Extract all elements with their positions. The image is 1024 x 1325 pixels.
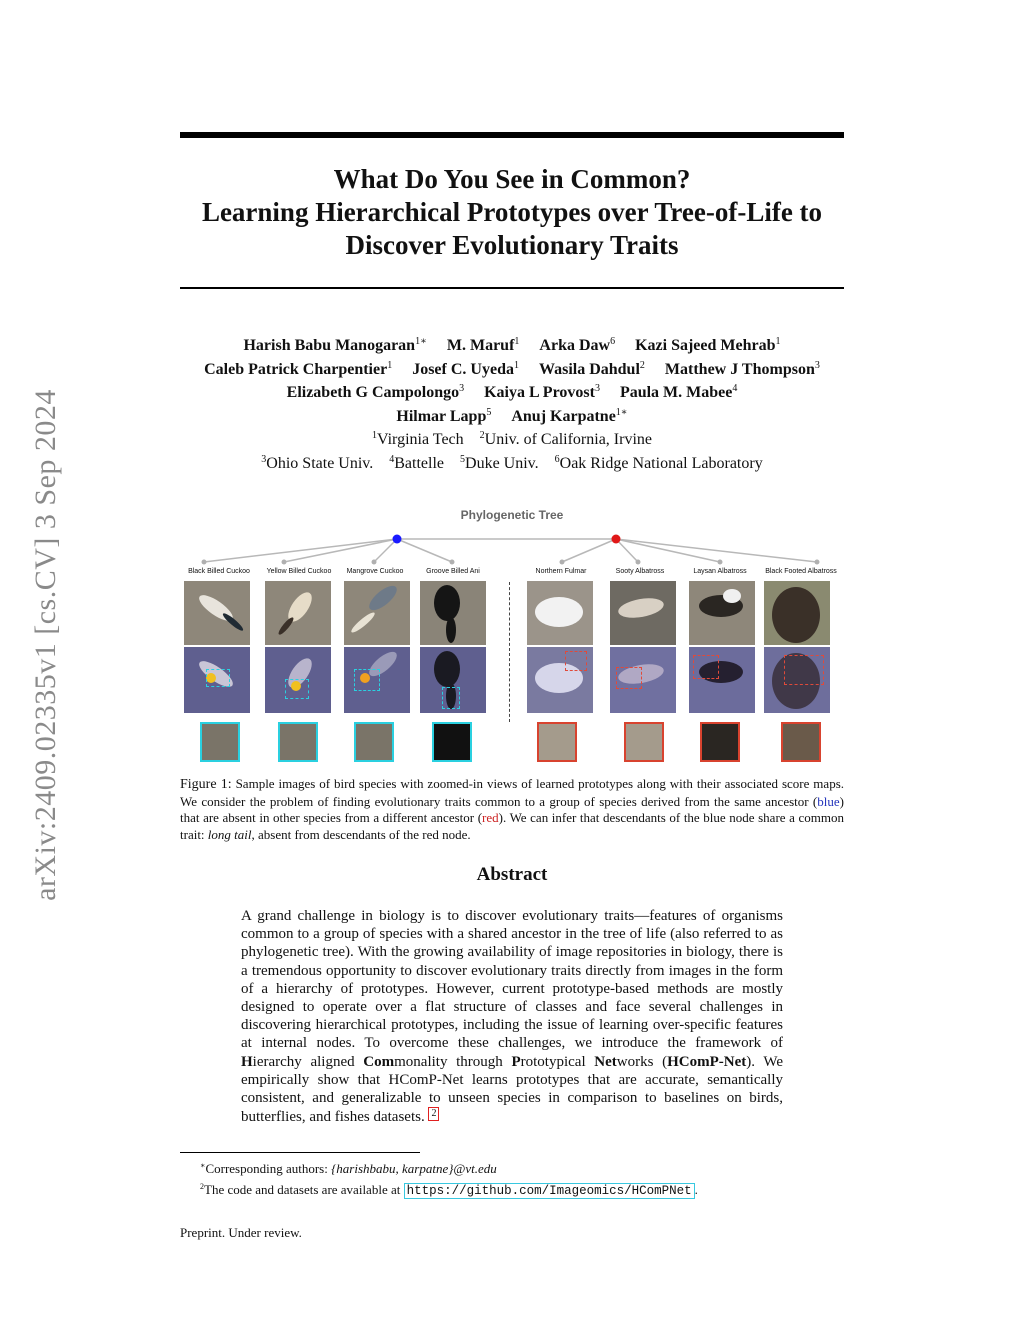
prototype-zoom xyxy=(278,722,318,762)
author: Josef C. Uyeda$^1$ xyxy=(412,359,519,378)
affiliation: $^3$Ohio State Univ. xyxy=(261,453,374,472)
footnote-2: $^2$The code and datasets are available at https://github.com/Imageomics/HComPNet . xyxy=(200,1182,698,1198)
author: Matthew J Thompson$^3$ xyxy=(664,359,820,378)
bird-photo xyxy=(344,581,410,645)
title-line: Discover Evolutionary Traits xyxy=(345,230,679,260)
species-label: Mangrove Cuckoo xyxy=(346,568,404,575)
footnotes xyxy=(200,1157,840,1200)
species-column xyxy=(420,581,486,713)
author: Paula M. Mabee$^4$ xyxy=(619,383,738,401)
bird-photo xyxy=(764,581,830,645)
affiliation: $^2$Univ. of California, Irvine xyxy=(479,430,652,448)
species-label: Northern Fulmar xyxy=(535,568,587,575)
leaf-node xyxy=(560,560,565,565)
author: Kaiya L Provost$^3$ xyxy=(484,383,600,401)
species-label: Black Footed Albatross xyxy=(765,568,837,575)
blue-ancestor-node xyxy=(393,535,402,544)
title-line: Learning Hierarchical Prototypes over Tree-of-Life to xyxy=(201,197,823,227)
prototype-zoom xyxy=(781,722,821,762)
score-map xyxy=(420,647,486,713)
affiliation: $^1$Virginia Tech xyxy=(372,430,464,448)
footnote-link[interactable]: 2 xyxy=(428,1107,439,1121)
author: Wasila Dahdul$^2$ xyxy=(538,359,645,378)
bird-photo xyxy=(420,581,486,645)
prototype-zoom xyxy=(432,722,472,762)
arxiv-id: arXiv:2409.02335v1 [cs.CV] 3 Sep 2024 xyxy=(29,389,63,901)
red-ancestor-node xyxy=(612,535,621,544)
score-map xyxy=(610,647,676,713)
species-label: Yellow Billed Cuckoo xyxy=(266,568,332,575)
leaf-node xyxy=(636,560,641,565)
bird-photo xyxy=(527,581,593,645)
leaf-node xyxy=(282,560,287,565)
score-map xyxy=(344,647,410,713)
author: Caleb Patrick Charpentier$^1$ xyxy=(204,359,393,378)
footnote-rule xyxy=(180,1152,420,1153)
species-column xyxy=(527,581,593,713)
affiliation-row xyxy=(180,426,844,450)
species-column xyxy=(610,581,676,713)
score-map xyxy=(764,647,830,713)
bird-photo xyxy=(265,581,331,645)
species-label: Sooty Albatross xyxy=(615,568,665,575)
author: Kazi Sajeed Mehrab$^1$ xyxy=(635,336,781,354)
author: M. Maruf$^1$ xyxy=(446,336,520,354)
species-column xyxy=(184,581,250,713)
author-block xyxy=(180,332,844,473)
author: Elizabeth G Campolongo$^3$ xyxy=(286,383,465,401)
bird-photo xyxy=(610,581,676,645)
author-row xyxy=(180,403,844,427)
figure-caption: Figure 1: Sample images of bird species with zoomed-in views of learned prototypes along with their associated score maps. We consider the problem of finding evolutionary traits common to a group of species derived from the same ancestor (blue) that are absent in other species from a different ancestor (red). We can infer that descendants of the blue node share a common trait: long tail, absent from descendants of the red node. xyxy=(180,776,845,842)
leaf-node xyxy=(450,560,455,565)
leaf-node xyxy=(718,560,723,565)
tree-branch xyxy=(397,539,452,562)
species-column xyxy=(265,581,331,713)
leaf-node xyxy=(815,560,820,565)
score-map xyxy=(527,647,593,713)
species-column xyxy=(764,581,830,713)
bird-photo xyxy=(184,581,250,645)
prototype-zoom xyxy=(624,722,664,762)
score-map xyxy=(184,647,250,713)
clade-divider xyxy=(509,582,510,722)
species-label: Groove Billed Ani xyxy=(426,568,480,575)
score-map xyxy=(265,647,331,713)
tree-branch xyxy=(616,539,817,562)
paper-title xyxy=(180,163,844,262)
species-column xyxy=(344,581,410,713)
author: Arka Daw$^6$ xyxy=(539,336,616,354)
tree-branch xyxy=(616,539,720,562)
author: Hilmar Lapp$^5$ xyxy=(396,406,492,425)
prototype-zoom xyxy=(537,722,577,762)
title-rule-bottom xyxy=(180,287,844,289)
tree-title: Phylogenetic Tree xyxy=(460,508,564,522)
abstract-heading: Abstract xyxy=(476,864,548,885)
bird-photo xyxy=(689,581,755,645)
affiliation: $^5$Duke Univ. xyxy=(460,453,539,472)
prototype-zoom xyxy=(200,722,240,762)
affiliation: $^4$Battelle xyxy=(389,453,445,472)
affiliation: $^6$Oak Ridge National Laboratory xyxy=(554,453,763,472)
score-map xyxy=(689,647,755,713)
figure-1 xyxy=(180,500,844,768)
author-row xyxy=(180,332,844,356)
leaf-node xyxy=(372,560,377,565)
tree-branch xyxy=(562,539,616,562)
author: Harish Babu Manogaran$^{1∗}$ xyxy=(243,336,427,354)
preprint-note: Preprint. Under review. xyxy=(180,1225,302,1240)
species-column xyxy=(689,581,755,713)
species-labels xyxy=(180,568,844,578)
arxiv-side-stamp xyxy=(22,360,70,930)
author: Anuj Karpatne$^{1∗}$ xyxy=(511,406,628,425)
footnote-1: ∗Corresponding authors: {harishbabu, karpatne}@vt.edu xyxy=(200,1161,497,1176)
affiliation-row xyxy=(180,450,844,474)
prototype-zoom xyxy=(354,722,394,762)
species-label: Laysan Albatross xyxy=(693,568,747,575)
leaf-node xyxy=(202,560,207,565)
abstract-body: A grand challenge in biology is to discover evolutionary traits—features of organisms common to a group of species with a shared ancestor in the tree of life (also referred to as phylogenetic tree). With the growing availability of image repositories in biology, there is a tremendous opportunity to discover evolutionary traits directly from images in the form of a hierarchy of prototypes. However, current prototype-based methods are mostly designed to operate over a flat structure of classes and face several challenges in discovering hierarchical prototypes, including the issue of learning over-specific features at internal nodes. To overcome these challenges, we introduce the framework of Hierarchy aligned Commonality through Prototypical Networks (HComP-Net). We empirically show that HComP-Net learns prototypes that are accurate, semantically consistent, and generalizable to unseen species in comparison to baselines on birds, butterflies, and fishes datasets. 2 xyxy=(241,908,784,1126)
author-row xyxy=(180,379,844,403)
title-line: What Do You See in Common? xyxy=(333,164,691,194)
prototype-zoom xyxy=(700,722,740,762)
github-link[interactable]: https://github.com/Imageomics/HComPNet xyxy=(404,1183,695,1199)
species-label: Black Billed Cuckoo xyxy=(188,568,250,575)
title-rule-top xyxy=(180,132,844,138)
author-row xyxy=(180,356,844,380)
